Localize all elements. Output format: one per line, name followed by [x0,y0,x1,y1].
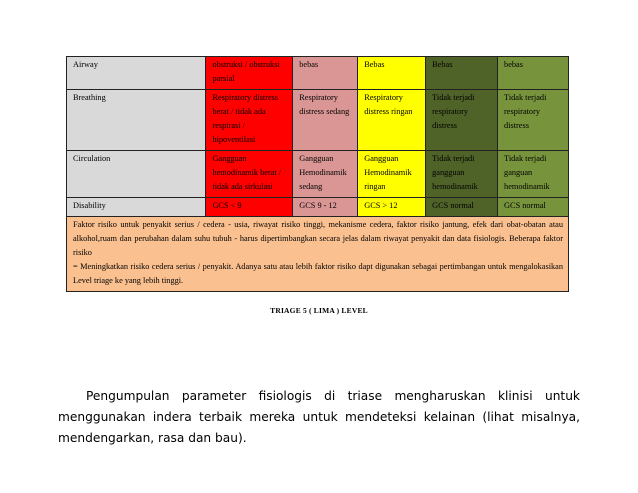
cell-level-5: GCS normal [498,198,569,217]
row-label-disability: Disability [67,198,206,217]
table-row-circulation [67,151,569,198]
row-label-breathing: Breathing [67,90,206,151]
table-row-disability [67,198,569,217]
cell-level-3: Bebas [358,57,426,90]
cell-level-2: bebas [293,57,358,90]
risk-note-line-1: Faktor risiko untuk penyakit serius / cedera - usia, riwayat risiko tinggi, mekanisme cedera, faktor risiko jantung, efek dari obat-obatan atau alkohol,ruam dan perubahan dalam suhu tubuh - harus dipertimbangkan secara jelas dalam riwayat penyakit dan data fisiologis. Beberapa faktor risiko [73,220,563,257]
table-caption: TRIAGE 5 ( LIMA ) LEVEL [270,306,368,315]
cell-level-4: Bebas [426,57,498,90]
risk-note-line-2: = Meningkatkan risiko cedera serius / penyakit. Adanya satu atau lebih faktor risiko dapt digunakan sebagai pertimbangan untuk mengalokasikan Level triage ke yang lebih tinggi. [73,262,563,285]
cell-level-2: Gangguan Hemodinamik sedang [293,151,358,198]
cell-level-3: Respiratory distress ringan [358,90,426,151]
cell-level-2: Respiratory distress sedang [293,90,358,151]
risk-factor-note [67,217,569,292]
cell-level-1: Respiratory distress berat / tidak ada respirasi / hipoventilasi [206,90,293,151]
cell-level-3: GCS > 12 [358,198,426,217]
cell-level-2: GCS 9 - 12 [293,198,358,217]
cell-level-5: Tidak terjadi respiratory distress [498,90,569,151]
body-paragraph [58,386,580,449]
row-label-airway: Airway [67,57,206,90]
triage-table [66,56,569,292]
table-row-breathing [67,90,569,151]
cell-level-4: GCS normal [426,198,498,217]
paragraph-text: Pengumpulan parameter fisiologis di triase mengharuskan klinisi untuk menggunakan indera terbaik mereka untuk mendeteksi kelainan (lihat misalnya, mendengarkan, rasa dan bau). [58,389,580,445]
table-row-airway [67,57,569,90]
cell-level-1: Gangguan hemodinamik berat / tidak ada sirkulasi [206,151,293,198]
cell-level-4: Tidak terjadi respiratory distress [426,90,498,151]
cell-level-4: Tidak terjadi gangguan hemodinamik [426,151,498,198]
cell-level-5: bebas [498,57,569,90]
cell-level-3: Gangguan Hemodinamik ringan [358,151,426,198]
table-row-risk-note [67,217,569,292]
cell-level-5: Tidak terjadi ganguan hemodinamik [498,151,569,198]
row-label-circulation: Circulation [67,151,206,198]
cell-level-1: obstruksi / obstruksi parsial [206,57,293,90]
cell-level-1: GCS < 9 [206,198,293,217]
